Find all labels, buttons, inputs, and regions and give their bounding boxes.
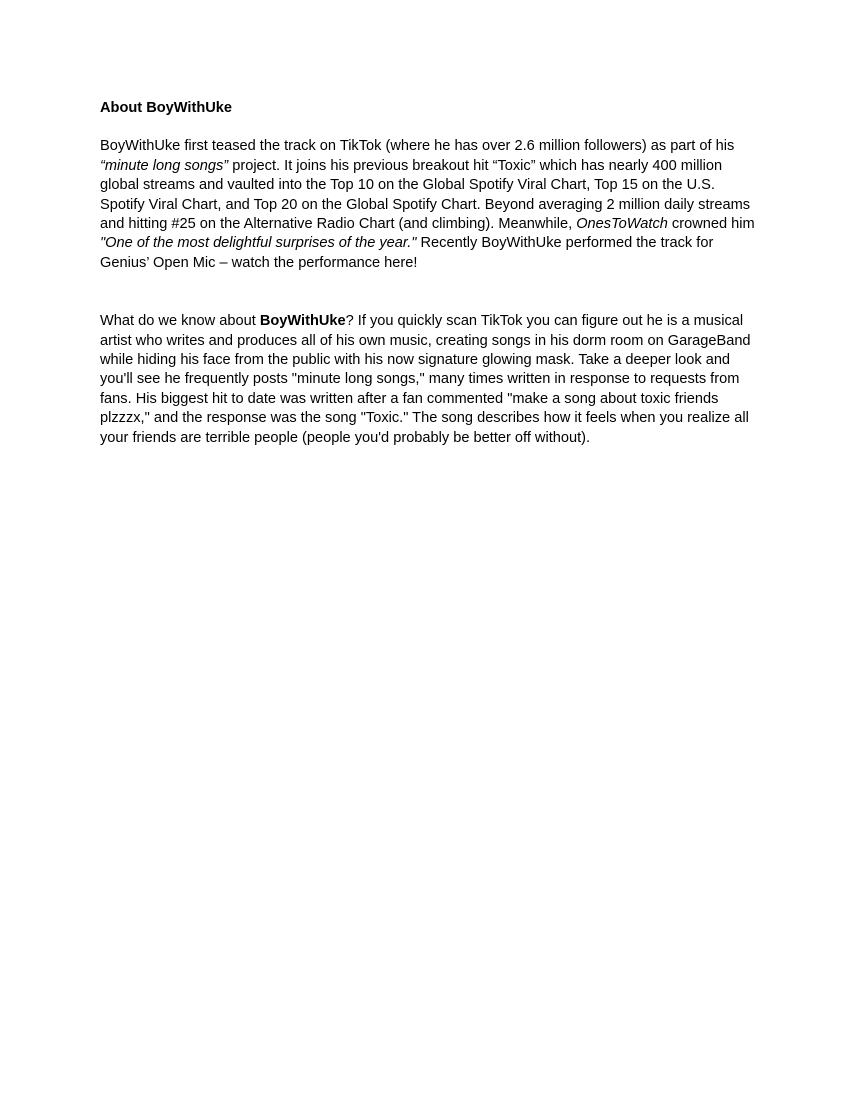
text-span: project. It joins his previous breakout hit “Toxic” which has nearly 400 million global streams and vaulted into the Top 10 on the Global Spotify Viral Chart, Top 15 on the U.S. Spotify Viral Chart, and Top 20 on the Global Spotify Chart. Beyond averaging 2 million daily streams and hitting #25 on the Alternative Radio Chart (and climbing). Meanwhile, [100, 157, 751, 233]
italic-text: “minute long songs” [100, 157, 229, 174]
text-span: BoyWithUke first teased the track on TikTok (where he has over 2.6 million followers) as part of his [100, 138, 735, 155]
text-span: Recently BoyWithUke performed the track for Genius’ Open Mic – watch the performance here! [100, 235, 714, 271]
bold-text: BoyWithUke [259, 313, 346, 330]
about-paragraph [100, 137, 755, 273]
text-span: What do we know about [100, 313, 260, 330]
italic-quote: "One of the most delightful surprises of the year." [100, 235, 417, 252]
italic-text: OnesToWatch [576, 216, 668, 233]
document-page [100, 99, 755, 448]
text-span: ? If you quickly scan TikTok you can figure out he is a musical artist who writes and produces all of his own music, creating songs in his dorm room on GarageBand while hiding his face from the public with his now signature glowing mask. Take a deeper look and you'll see he frequently posts "minute long songs," many times written in response to requests from fans. His biggest hit to date was written after a fan commented "make a song about toxic friends plzzzx," and the response was the song "Toxic." The song describes how it feels when you realize all your friends are terrible people (people you'd probably be better off without). [100, 313, 751, 446]
text-span: crowned him [667, 216, 755, 233]
intro-paragraph [100, 312, 755, 448]
section-heading: About BoyWithUke [100, 100, 233, 116]
